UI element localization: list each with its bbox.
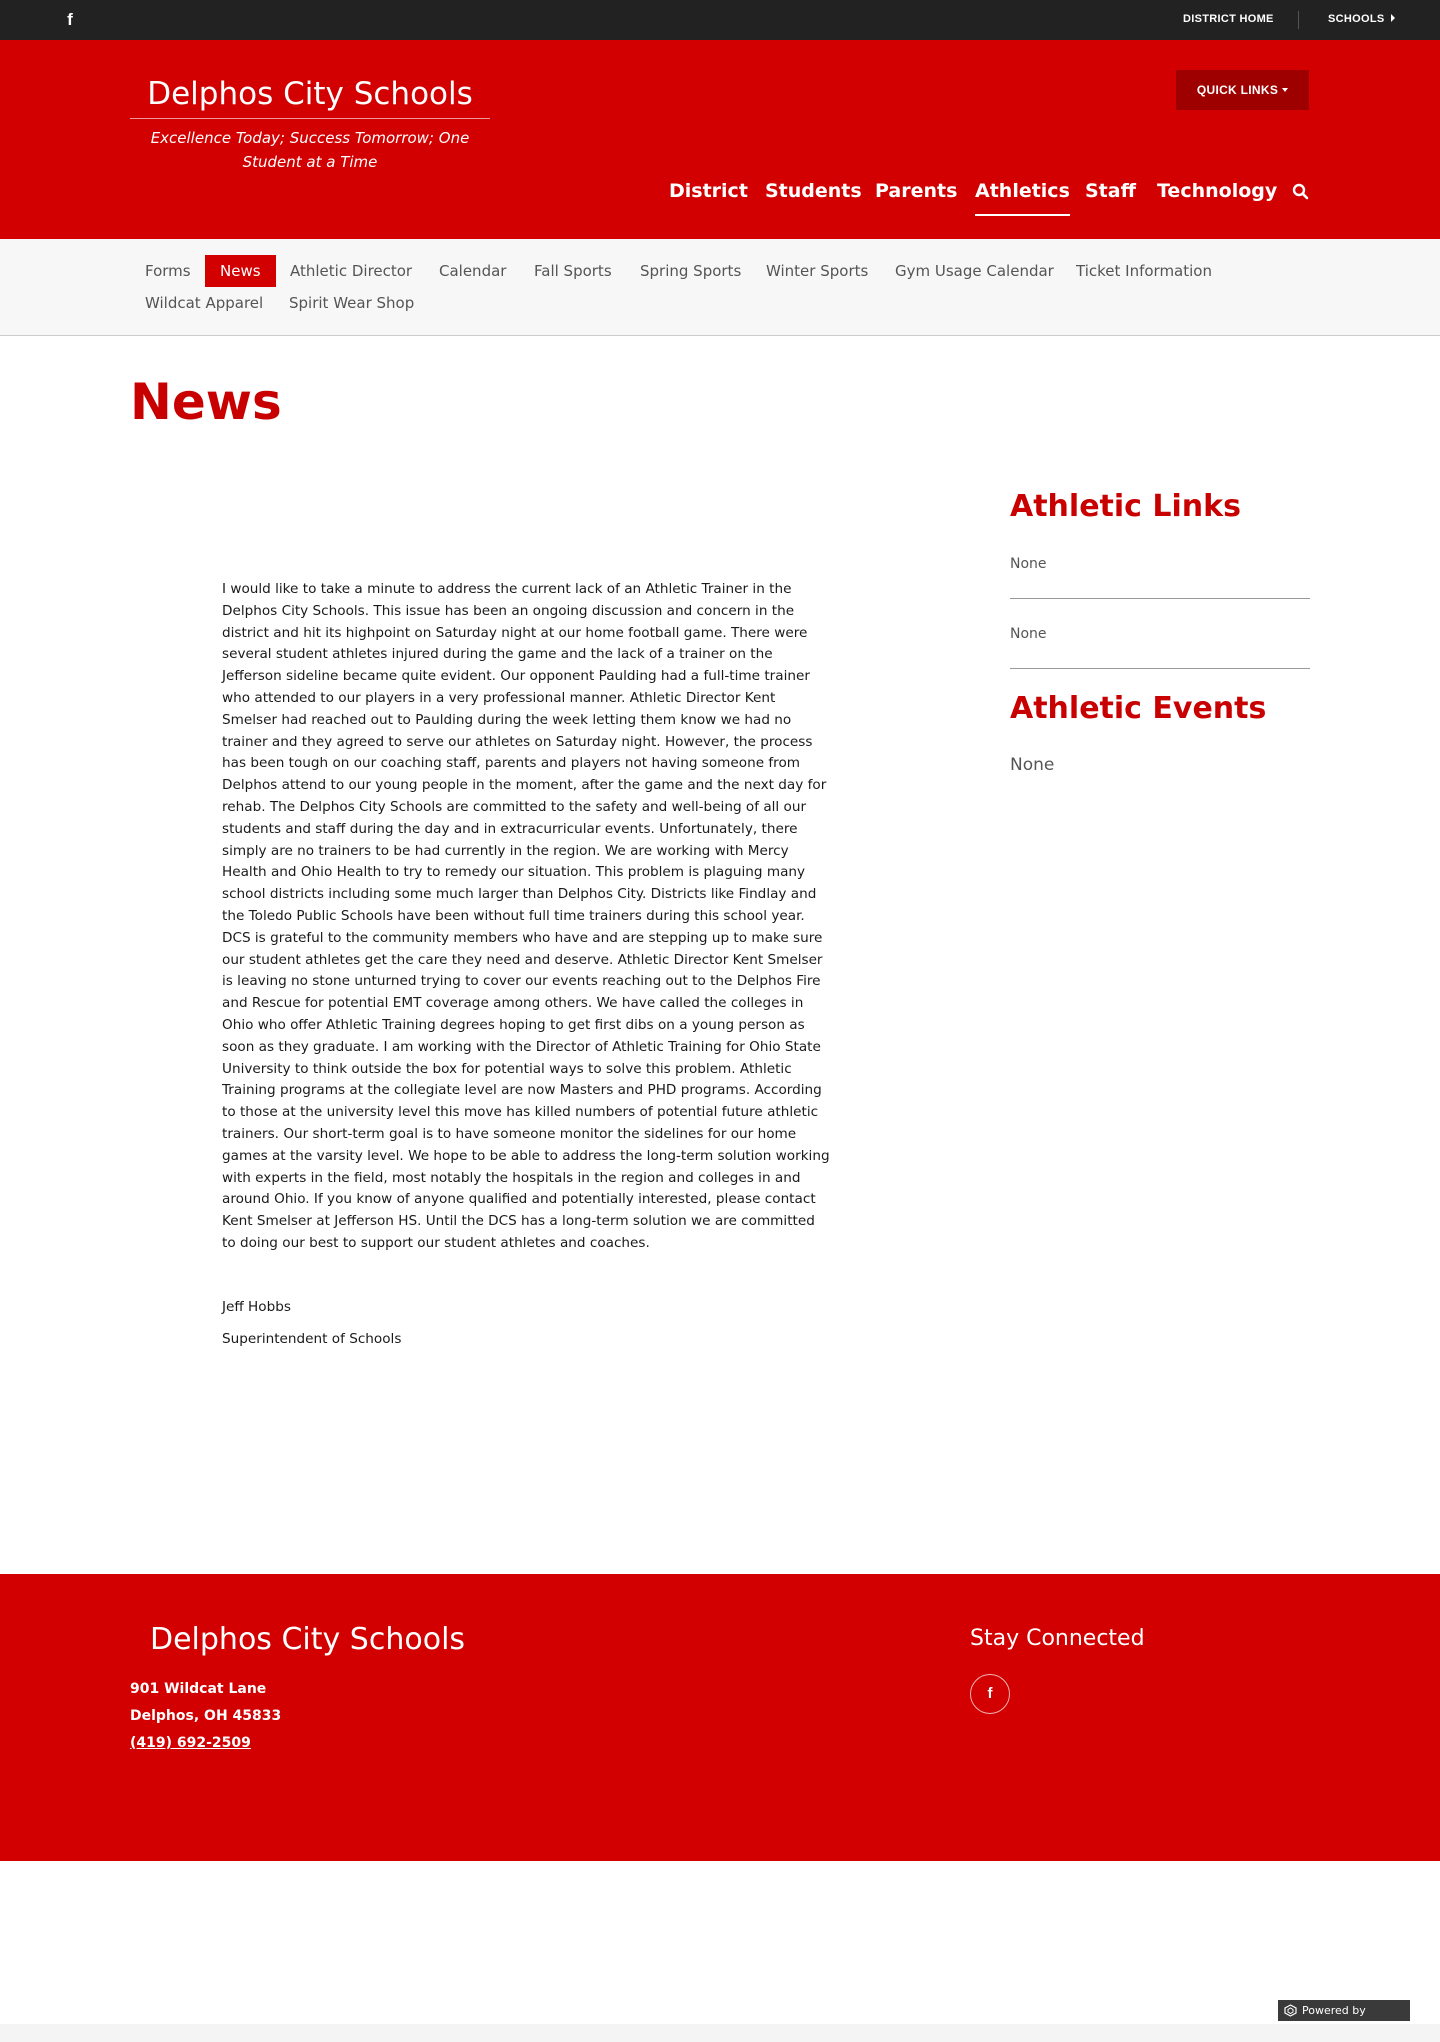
site-header — [0, 40, 1440, 239]
powered-by-label: Powered by — [1302, 2004, 1366, 2017]
athletic-links-heading: Athletic Links — [1010, 489, 1241, 524]
footer-phone-link[interactable]: (419) 692-2509 — [130, 1735, 251, 1751]
subnav-calendar[interactable]: Calendar — [439, 262, 507, 280]
subnav-fall-sports[interactable]: Fall Sports — [534, 262, 612, 280]
bottom-strip — [0, 2024, 1440, 2042]
quick-links-label: QUICK LINKS — [1196, 83, 1279, 97]
finalsite-logo-icon — [1284, 2004, 1297, 2017]
athletic-link-item[interactable]: None — [1010, 556, 1047, 572]
subnav-wildcat-apparel[interactable]: Wildcat Apparel — [145, 294, 264, 312]
facebook-icon[interactable]: f — [970, 1674, 1010, 1714]
subnav-news[interactable]: News — [205, 255, 276, 287]
nav-students[interactable]: Students — [765, 180, 862, 202]
schools-menu[interactable] — [1328, 13, 1395, 25]
nav-technology[interactable]: Technology — [1157, 180, 1278, 202]
utility-divider — [1298, 11, 1299, 29]
athletic-events-empty: None — [1010, 755, 1055, 775]
utility-bar — [0, 0, 1440, 40]
footer-address-line1: 901 Wildcat Lane — [130, 1681, 267, 1697]
subnav-ticket-information[interactable]: Ticket Information — [1076, 262, 1212, 280]
sidebar-divider — [1010, 598, 1310, 599]
subnav-athletic-director[interactable]: Athletic Director — [290, 262, 413, 280]
page-title: News — [130, 373, 282, 431]
athletic-link-item[interactable]: None — [1010, 626, 1047, 642]
sidebar-divider — [1010, 668, 1310, 669]
site-footer — [0, 1574, 1440, 1861]
powered-by-badge[interactable] — [1278, 2000, 1410, 2021]
schools-label: SCHOOLS — [1328, 13, 1385, 25]
subnav-forms[interactable]: Forms — [145, 262, 191, 280]
site-title[interactable]: Delphos City Schools — [130, 76, 490, 119]
nav-district[interactable]: District — [669, 180, 748, 202]
nav-athletics[interactable]: Athletics — [975, 180, 1070, 202]
athletics-subnav — [0, 239, 1440, 336]
subnav-gym-usage-calendar[interactable]: Gym Usage Calendar — [895, 262, 1054, 280]
signature-title: Superintendent of Schools — [222, 1331, 402, 1347]
caret-down-icon — [1282, 88, 1288, 92]
news-article-body: I would like to take a minute to address the current lack of an Athletic Trainer in the Delphos City Schools. This issue has been an ongoing discussion and concern in the district and hit its highpoint on Saturday night at our home football game. There were several student athletes injured during the game and the lack of a trainer on the Jefferson sideline became quite evident. Our opponent Paulding had a full-time trainer who attended to our players in a very professional manner. Athletic Director Kent Smelser had reached out to Paulding during the week letting them know we had no trainer and they agreed to serve our athletes on Saturday night. However, the process has been tough on our coaching staff, parents and players not having someone from Delphos attend to our young people in the moment, after the game and the next day for rehab. The Delphos City Schools are committed to the safety and well-being of all our students and staff during the day and in extracurricular events. Unfortunately, there simply are no trainers to be had currently in the region. We are working with Mercy Health and Ohio Health to try to remedy our situation. This problem is plaguing many school districts including some much larger than Delphos City. Districts like Findlay and the Toledo Public Schools have been without full time trainers during this school year. DCS is grateful to the community members who have and are stepping up to make sure our student athletes get the care they need and deserve. Athletic Director Kent Smelser is leaving no stone unturned trying to cover our events reaching out to the Delphos Fire and Rescue for potential EMT coverage among others. We have called the colleges in Ohio who offer Athletic Training degrees hoping to get first dibs on a young person as soon as they graduate. I am working with the Director of Athletic Training for Ohio State University to think outside the box for potential ways to solve this problem. Athletic Training programs at the collegiate level are now Masters and PHD programs. According to those at the university level this move has killed numbers of potential future athletic trainers. Our short-term goal is to have someone monitor the sidelines for our home games at the varsity level. We hope to be able to address the long-term solution working with experts in the field, most notably the hospitals in the region and colleges in and around Ohio. If you know of anyone qualified and potentially interested, please contact Kent Smelser at Jefferson HS. Until the DCS has a long-term solution we are committed to doing our best to support our student athletes and coaches. — [222, 581, 830, 1251]
footer-address-line2: Delphos, OH 45833 — [130, 1708, 282, 1724]
search-icon[interactable] — [1291, 182, 1311, 202]
subnav-spring-sports[interactable]: Spring Sports — [640, 262, 742, 280]
stay-connected-heading: Stay Connected — [970, 1626, 1145, 1651]
site-tagline: Excellence Today; Success Tomorrow; One Student at a Time — [150, 129, 470, 171]
facebook-icon[interactable]: f — [67, 10, 73, 29]
caret-right-icon — [1391, 14, 1395, 22]
signature-name: Jeff Hobbs — [222, 1299, 291, 1315]
subnav-spirit-wear-shop[interactable]: Spirit Wear Shop — [289, 294, 415, 312]
district-home-link[interactable]: DISTRICT HOME — [1183, 13, 1274, 25]
nav-parents[interactable]: Parents — [875, 180, 958, 202]
nav-staff[interactable]: Staff — [1085, 180, 1136, 202]
athletic-events-heading: Athletic Events — [1010, 691, 1267, 726]
quick-links-button[interactable] — [1176, 70, 1309, 110]
footer-title: Delphos City Schools — [150, 1622, 466, 1657]
subnav-winter-sports[interactable]: Winter Sports — [766, 262, 869, 280]
